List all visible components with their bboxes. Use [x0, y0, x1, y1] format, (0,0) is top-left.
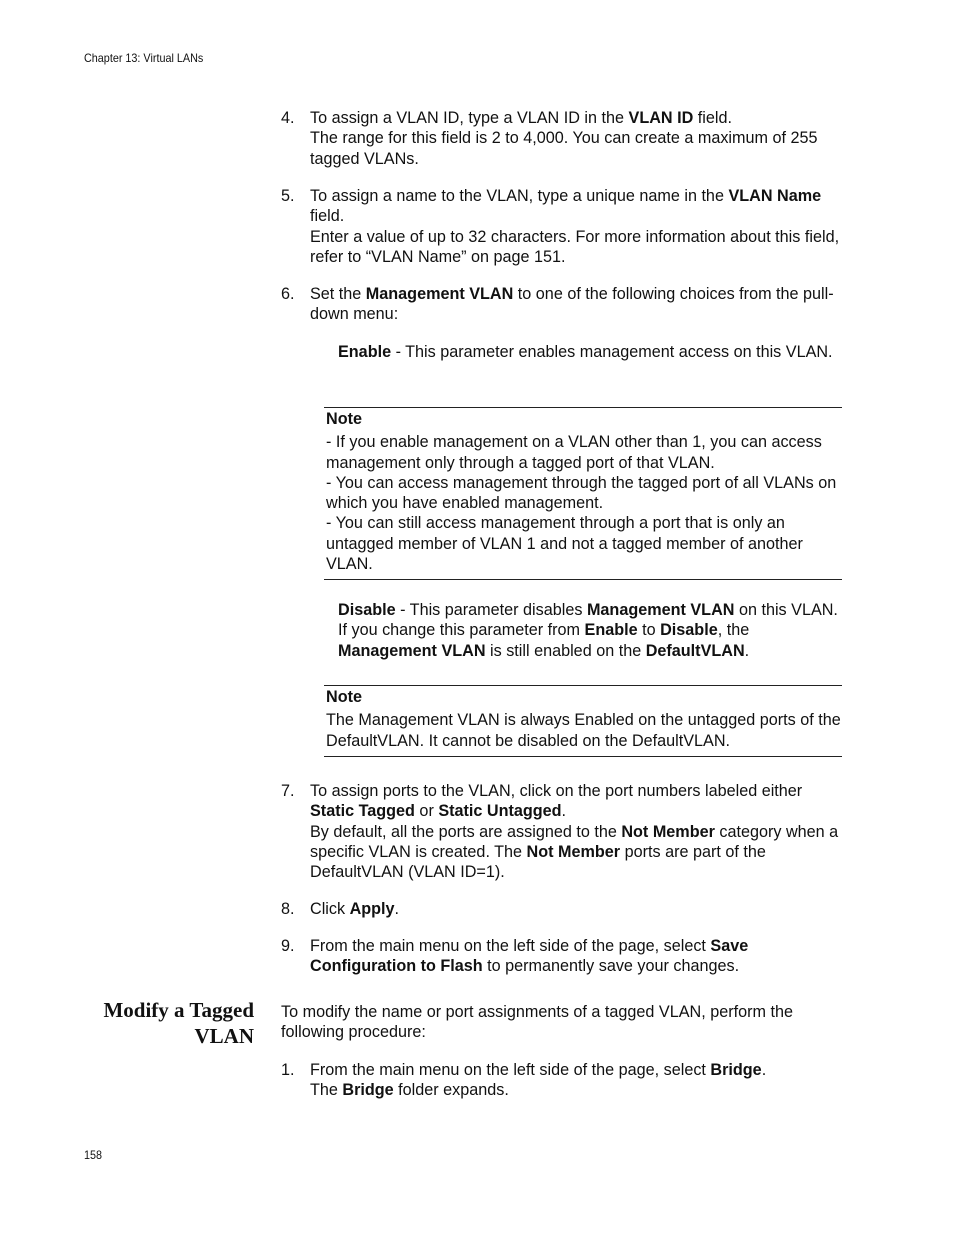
step-1	[281, 1060, 843, 1101]
step-detail: By default, all the ports are assigned to the Not Member category when a specific VLAN is created. The Not Member ports are part of the DefaultVLAN (VLAN ID=1).	[310, 822, 839, 882]
note-title: Note	[326, 688, 362, 706]
disable-parameter: Disable - This parameter disables Management VLAN on this VLAN. If you change this parameter from Enable to Disable, the Management VLAN is still enabled on the DefaultVLAN.	[338, 601, 838, 660]
parameter-description: - This parameter enables management access on this VLAN.	[391, 343, 833, 361]
step-instruction: To assign a VLAN ID, type a VLAN ID in the VLAN ID field.	[310, 109, 732, 127]
step-instruction: Set the Management VLAN to one of the following choices from the pull-down menu:	[310, 285, 834, 324]
step-9	[281, 936, 843, 977]
step-7	[281, 781, 843, 882]
step-6	[281, 284, 843, 325]
step-instruction: Click Apply.	[310, 900, 400, 918]
parameter-term: Enable	[338, 343, 392, 361]
enable-parameter	[338, 342, 838, 362]
step-detail: The Bridge folder expands.	[310, 1081, 509, 1100]
note-text: The Management VLAN is always Enabled on the untagged ports of the DefaultVLAN. It cannot be disabled on the DefaultVLAN.	[326, 711, 841, 750]
section-intro: To modify the name or port assignments of a tagged VLAN, perform the following procedure:	[281, 1003, 793, 1042]
step-number: 1.	[281, 1061, 295, 1079]
note-title: Note	[326, 410, 362, 428]
step-instruction: From the main menu on the left side of the page, select Save Configuration to Flash to permanently save your changes.	[310, 937, 749, 976]
step-instruction: To assign a name to the VLAN, type a unique name in the VLAN Name field.	[310, 187, 822, 226]
step-number: 9.	[281, 937, 295, 955]
note-line: - If you enable management on a VLAN other than 1, you can access management only through a tagged port of that VLAN.	[326, 433, 822, 472]
step-number: 8.	[281, 900, 295, 918]
step-detail: Enter a value of up to 32 characters. For more information about this field, refer to “VLAN Name” on page 151.	[310, 227, 840, 266]
running-header: Chapter 13: Virtual LANs	[84, 51, 204, 65]
step-number: 5.	[281, 187, 295, 205]
step-4	[281, 108, 843, 169]
note-box	[324, 407, 842, 580]
step-instruction: To assign ports to the VLAN, click on the port numbers labeled either Static Tagged or Static Untagged.	[310, 782, 803, 821]
step-instruction: From the main menu on the left side of the page, select Bridge.	[310, 1061, 767, 1079]
note-box	[324, 685, 842, 757]
step-8	[281, 899, 843, 919]
note-line: - You can access management through the tagged port of all VLANs on which you have enabled management.	[326, 473, 837, 513]
step-number: 7.	[281, 782, 295, 800]
note-line: - You can still access management through a port that is only an untagged member of VLAN 1 and not a tagged member of another VLAN.	[326, 514, 803, 574]
page-number: 158	[84, 1148, 103, 1162]
step-detail: The range for this field is 2 to 4,000. You can create a maximum of 255 tagged VLANs.	[310, 129, 818, 168]
section-heading: Modify a Tagged VLAN	[103, 998, 254, 1048]
step-number: 4.	[281, 109, 295, 127]
step-5	[281, 186, 843, 267]
step-number: 6.	[281, 285, 295, 303]
